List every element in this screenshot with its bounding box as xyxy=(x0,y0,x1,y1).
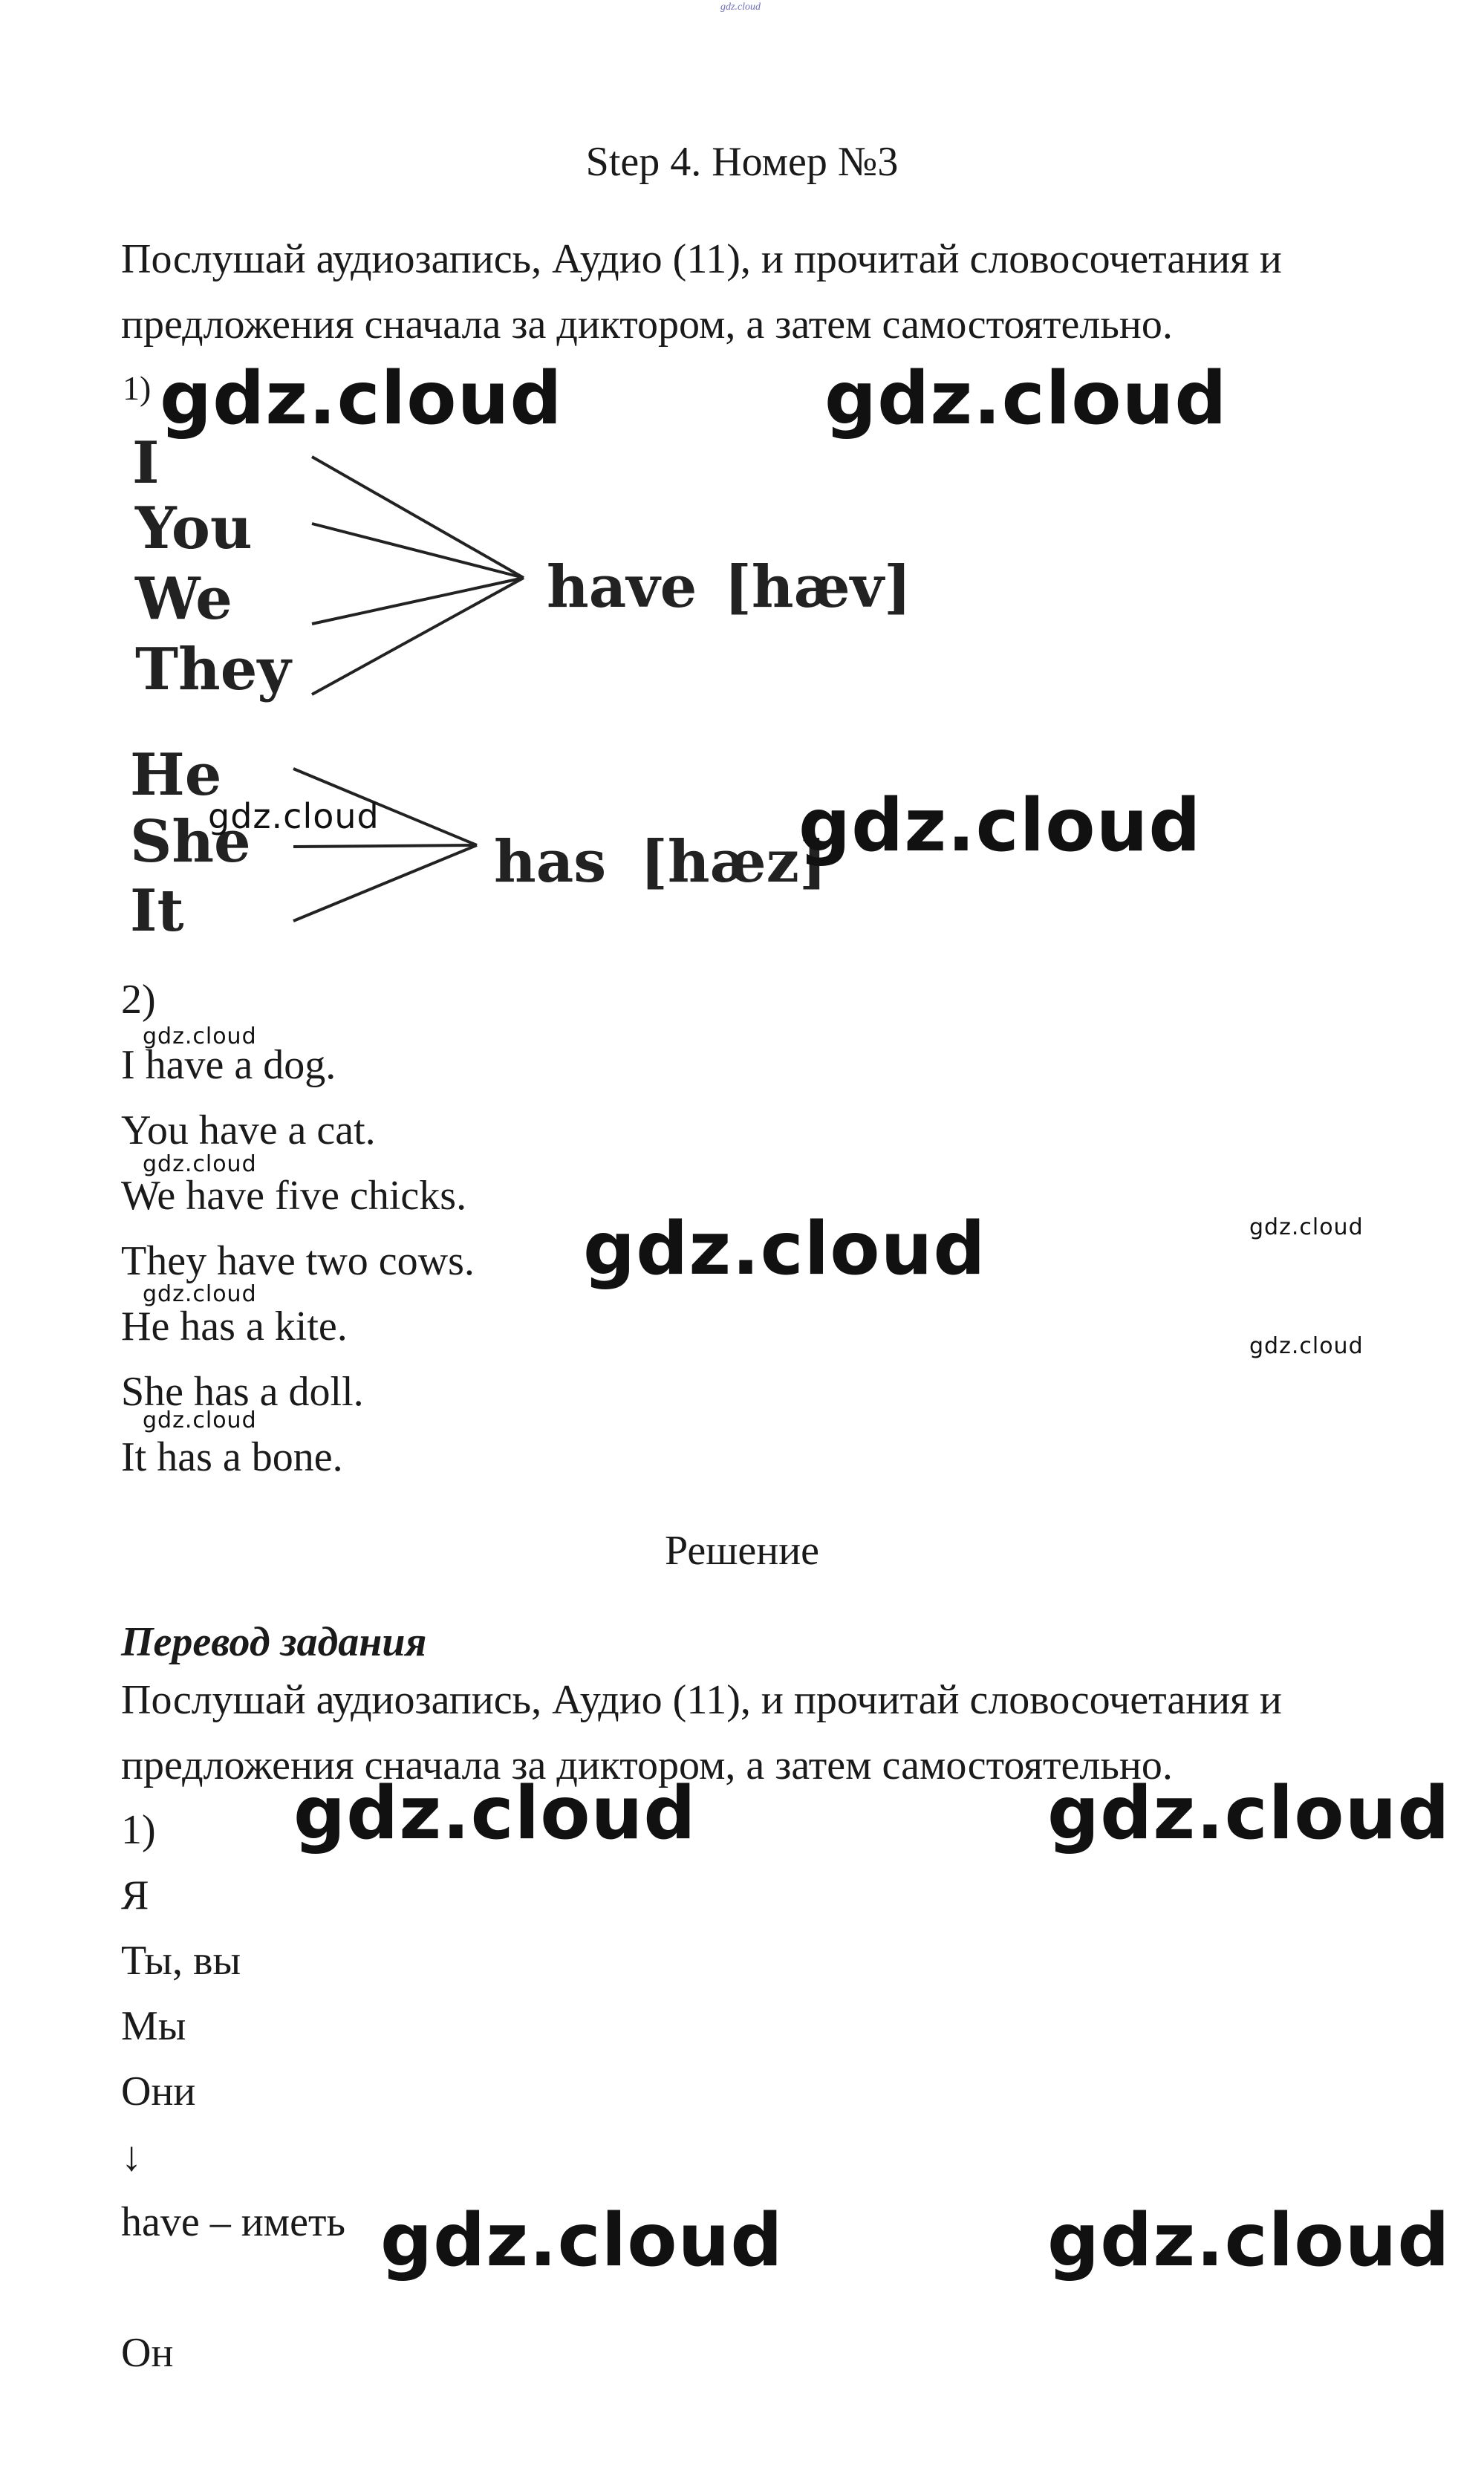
sentence: He has a kite. xyxy=(121,1303,348,1350)
pronoun-she: She xyxy=(130,808,251,876)
translation-heading: Перевод задания xyxy=(121,1619,427,1665)
translation-pronoun: Ты, вы xyxy=(121,1938,241,1984)
verb-translation: have – иметь xyxy=(121,2199,345,2245)
translation-line-1: Послушай аудиозапись, Аудио (11), и прочитай словосочетания и xyxy=(121,1677,1282,1723)
translation-pronoun: Они xyxy=(121,2068,196,2114)
sentences-item-label: 2) xyxy=(121,977,156,1023)
page-title: Step 4. Номер №3 xyxy=(585,139,899,185)
sentence: She has a doll. xyxy=(121,1369,364,1415)
watermark: gdz.cloud xyxy=(160,357,563,441)
solution-heading: Решение xyxy=(664,1528,820,1574)
diagram-item-label: 1) xyxy=(123,369,152,407)
arrow-down-icon: ↓ xyxy=(121,2134,142,2180)
line-it-to-has xyxy=(293,845,477,921)
line-she-to-has xyxy=(293,845,477,847)
pronoun-he: He xyxy=(130,741,222,809)
watermark: gdz.cloud xyxy=(1249,1333,1364,1359)
site-mark-top: gdz.cloud xyxy=(720,1,761,13)
watermark: gdz.cloud xyxy=(1249,1214,1364,1240)
watermark: gdz.cloud xyxy=(380,2198,784,2283)
line-we-to-have xyxy=(312,578,524,624)
translation-pronoun: Мы xyxy=(121,2003,186,2049)
solution-list xyxy=(121,1797,1384,2386)
solution-item-label: 1) xyxy=(121,1807,156,1853)
watermark: gdz.cloud xyxy=(143,1407,257,1433)
pronoun-i: I xyxy=(132,429,160,497)
sentence: We have five chicks. xyxy=(121,1173,467,1219)
translation-line-2: предложения сначала за диктором, а затем самостоятельно. xyxy=(121,1742,1173,1788)
task-line-2: предложения сначала за диктором, а затем самостоятельно. xyxy=(121,302,1173,348)
verb-has: has xyxy=(494,828,607,896)
watermark: gdz.cloud xyxy=(824,357,1228,441)
line-i-to-have xyxy=(312,457,524,578)
watermark: gdz.cloud xyxy=(1047,1771,1451,1856)
watermark: gdz.cloud xyxy=(208,796,380,836)
watermark: gdz.cloud xyxy=(583,1207,986,1292)
transcription-have: [hæv] xyxy=(724,553,911,621)
watermark: gdz.cloud xyxy=(143,1151,257,1177)
line-you-to-have xyxy=(312,524,524,578)
watermark: gdz.cloud xyxy=(143,1023,257,1049)
sentence: They have two cows. xyxy=(121,1238,475,1284)
task-line-1: Послушай аудиозапись, Аудио (11), и прочитай словосочетания и xyxy=(121,236,1282,282)
sentence: I have a dog. xyxy=(121,1042,336,1088)
transcription-has: [hæz] xyxy=(640,828,827,896)
pronoun-it: It xyxy=(130,877,184,945)
verb-have: have xyxy=(547,553,697,621)
translation-pronoun: Он xyxy=(121,2330,174,2376)
watermark: gdz.cloud xyxy=(143,1281,257,1307)
sentence: It has a bone. xyxy=(121,1434,343,1480)
line-they-to-have xyxy=(312,578,524,694)
watermark: gdz.cloud xyxy=(1047,2198,1451,2283)
watermark: gdz.cloud xyxy=(293,1771,697,1856)
pronoun-we: We xyxy=(135,565,232,633)
sentence: You have a cat. xyxy=(121,1107,376,1153)
watermark: gdz.cloud xyxy=(798,784,1202,868)
pronoun-they: They xyxy=(135,636,291,703)
translation-pronoun: Я xyxy=(121,1872,149,1918)
pronoun-you: You xyxy=(135,495,253,562)
